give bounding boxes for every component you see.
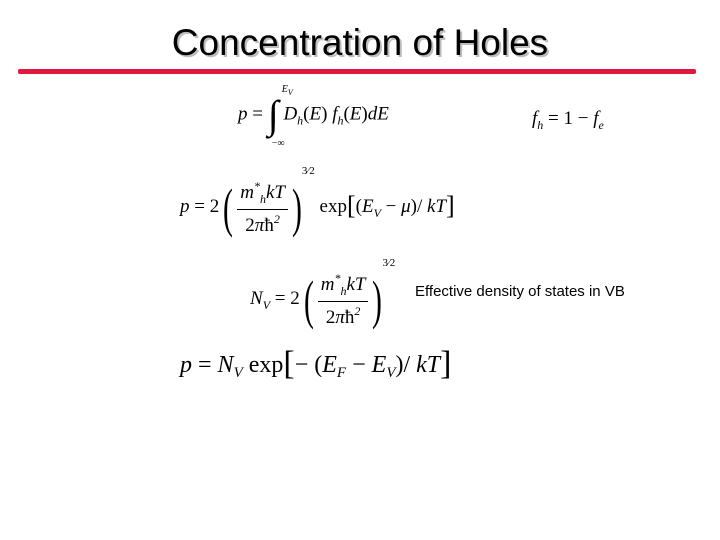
title-underline — [18, 69, 696, 74]
hole-occupation-equation: $f_h = 1 - f_e$ — [532, 108, 604, 132]
effective-density-of-states-equation: $N_V = 2$( $\frac{m^*_hkT}{2\pi ħ^2}$ )3⁄2 — [250, 257, 396, 330]
slide-title: Concentration of Holes — [171, 22, 549, 63]
integral-sign: ∫ $E_V$ −∞ — [267, 84, 293, 149]
hole-concentration-fermi-level: $p = N_V$ $\exp[- (E_F - E_V)/$ kT] — [180, 345, 452, 382]
hole-concentration-chemical-potential: p = 2( $\frac{m^*_hkT}{2\pi ħ^2}$ )3⁄2 $\exp[(E_V - \mu)/$ kT] — [180, 165, 455, 238]
hole-concentration-integral: p = ∫ $E_V$ −∞ $D_h(E)$ $f_h(E)dE$ — [238, 84, 389, 149]
effective-density-note: Effective density of states in VB — [415, 283, 625, 300]
